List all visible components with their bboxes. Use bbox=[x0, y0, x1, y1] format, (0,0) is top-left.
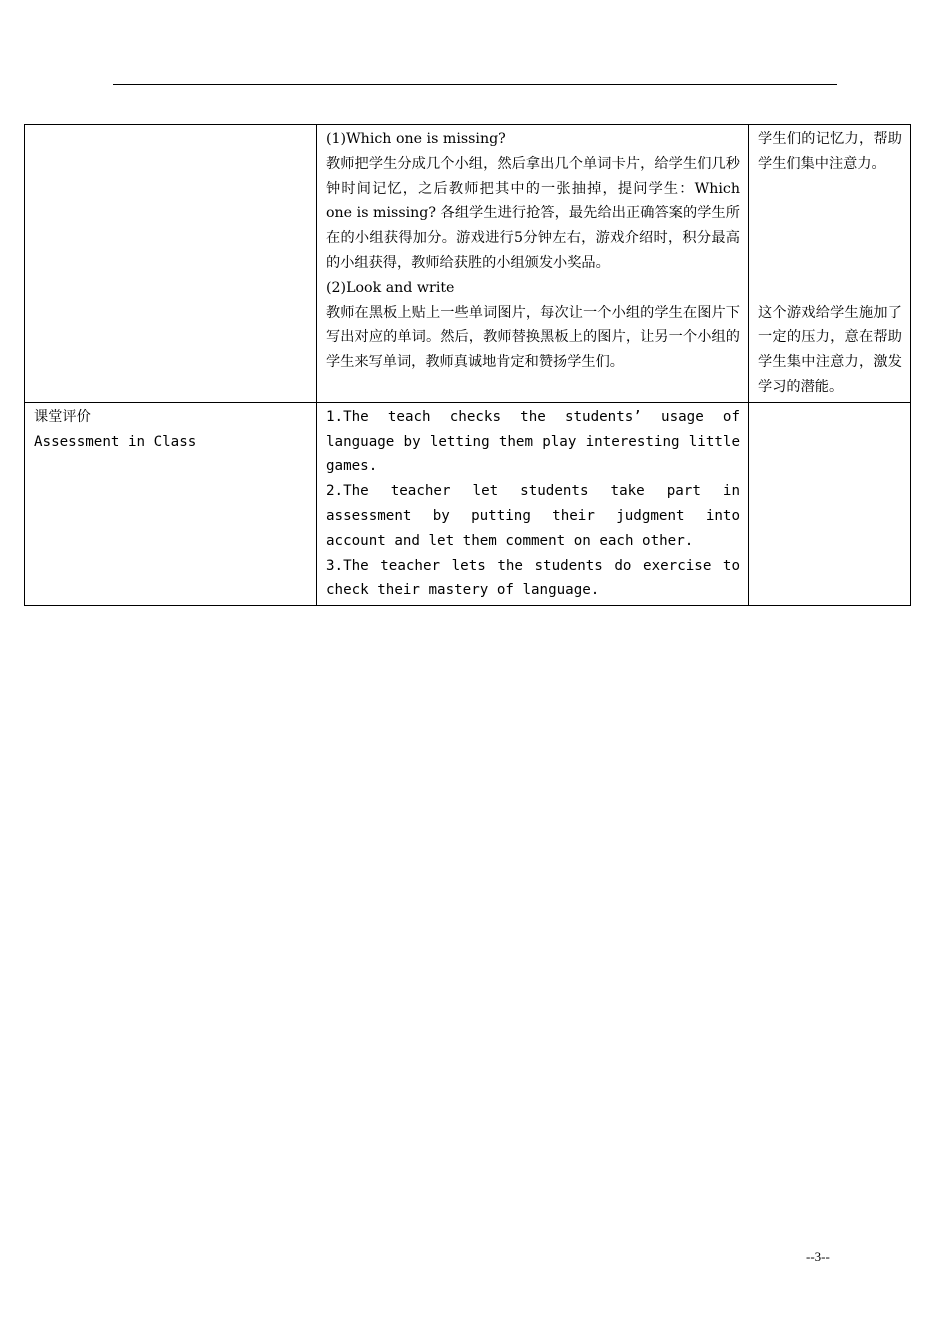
activity-description: 教师把学生分成几个小组，然后拿出几个单词卡片，给学生们几秒钟时间记忆，之后教师把其中的一张抽掉，提问学生：Which one is missing? 各组学生进行抢答，最先给出正确答案的学生所在的小组获得加分。游戏进行5分钟左右，游戏介绍时，积分最高的小组获得，教师给获胜的小组颁发小奖品。 bbox=[326, 155, 740, 271]
purpose-cell bbox=[749, 402, 911, 605]
purpose-note: 学生们的记忆力，帮助学生们集中注意力。 bbox=[758, 131, 902, 172]
activity-title: (1)Which one is missing? bbox=[326, 131, 506, 147]
header-rule bbox=[113, 84, 837, 85]
assessment-item: 2.The teacher let students take part in assessment by putting their judgment into account and let them comment on each other. bbox=[326, 483, 740, 549]
assessment-item: 1.The teach checks the students’ usage of language by letting them play interesting little games. bbox=[326, 408, 740, 475]
stage-cell bbox=[25, 125, 317, 403]
assessment-cell bbox=[317, 402, 749, 605]
activity-cell bbox=[317, 125, 749, 403]
purpose-note: 这个游戏给学生施加了一定的压力，意在帮助学生集中注意力，激发学习的潜能。 bbox=[758, 304, 902, 395]
purpose-cell bbox=[749, 125, 911, 403]
activity-title: (2)Look and write bbox=[326, 279, 455, 296]
stage-label-en: Assessment in Class bbox=[34, 433, 197, 450]
stage-cell bbox=[25, 402, 317, 605]
table-row bbox=[25, 125, 911, 403]
lesson-plan-table bbox=[24, 124, 911, 606]
page-number: --3-- bbox=[806, 1249, 830, 1264]
activity-description: 教师在黑板上贴上一些单词图片，每次让一个小组的学生在图片下写出对应的单词。然后，教师替换黑板上的图片，让另一个小组的学生来写单词，教师真诚地肯定和赞扬学生们。 bbox=[326, 304, 740, 371]
stage-label-zh: 课堂评价 bbox=[34, 408, 91, 425]
assessment-item: 3.The teacher lets the students do exercise to check their mastery of language. bbox=[326, 557, 740, 599]
table-row bbox=[25, 402, 911, 605]
